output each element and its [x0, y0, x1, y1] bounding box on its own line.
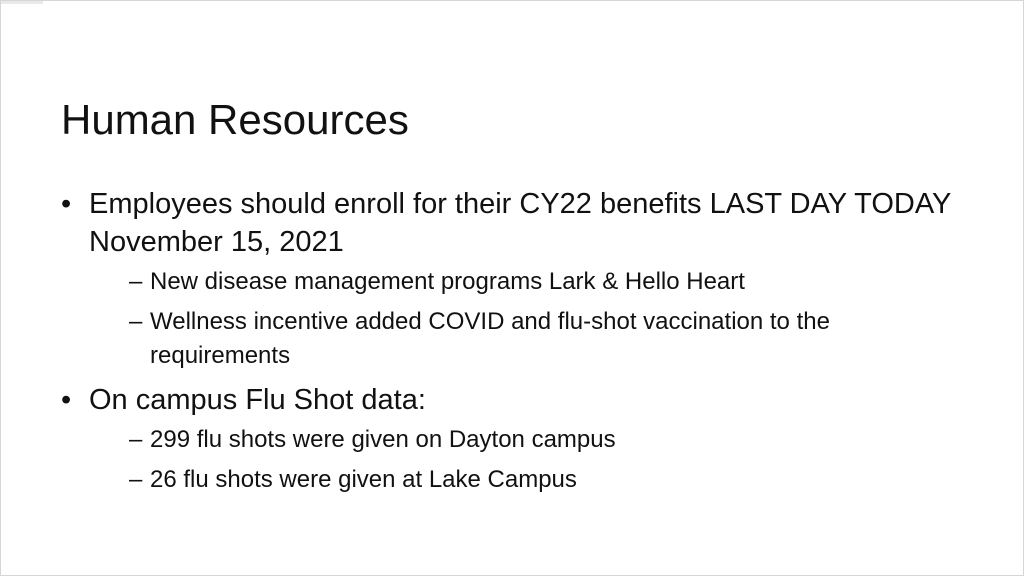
bullet-item	[61, 381, 961, 497]
slide-title: Human Resources	[61, 96, 409, 143]
dash-marker: –	[129, 308, 143, 335]
sub-bullet-item	[129, 463, 961, 497]
sub-bullet-text: 26 flu shots were given at Lake Campus	[150, 466, 577, 493]
corner-mark	[1, 1, 43, 4]
sub-bullet-item	[129, 305, 961, 373]
bullet-marker: •	[61, 188, 72, 220]
sub-bullet-item	[129, 423, 961, 457]
sub-bullet-text: 299 flu shots were given on Dayton campus	[150, 426, 616, 453]
dash-marker: –	[129, 466, 143, 493]
bullet-item	[61, 185, 961, 373]
sub-bullet-item	[129, 265, 961, 299]
bullet-text: Employees should enroll for their CY22 benefits LAST DAY TODAY November 15, 2021	[89, 188, 951, 258]
sub-bullet-text: New disease management programs Lark & Hello Heart	[150, 268, 745, 295]
sub-bullet-text: Wellness incentive added COVID and flu-shot vaccination to the requirements	[150, 308, 830, 369]
bullet-marker: •	[61, 384, 72, 416]
dash-marker: –	[129, 426, 143, 453]
sub-bullet-list	[89, 423, 961, 497]
bullet-text: On campus Flu Shot data:	[89, 384, 426, 416]
dash-marker: –	[129, 268, 143, 295]
sub-bullet-list	[89, 265, 961, 373]
bullet-list	[61, 185, 961, 505]
